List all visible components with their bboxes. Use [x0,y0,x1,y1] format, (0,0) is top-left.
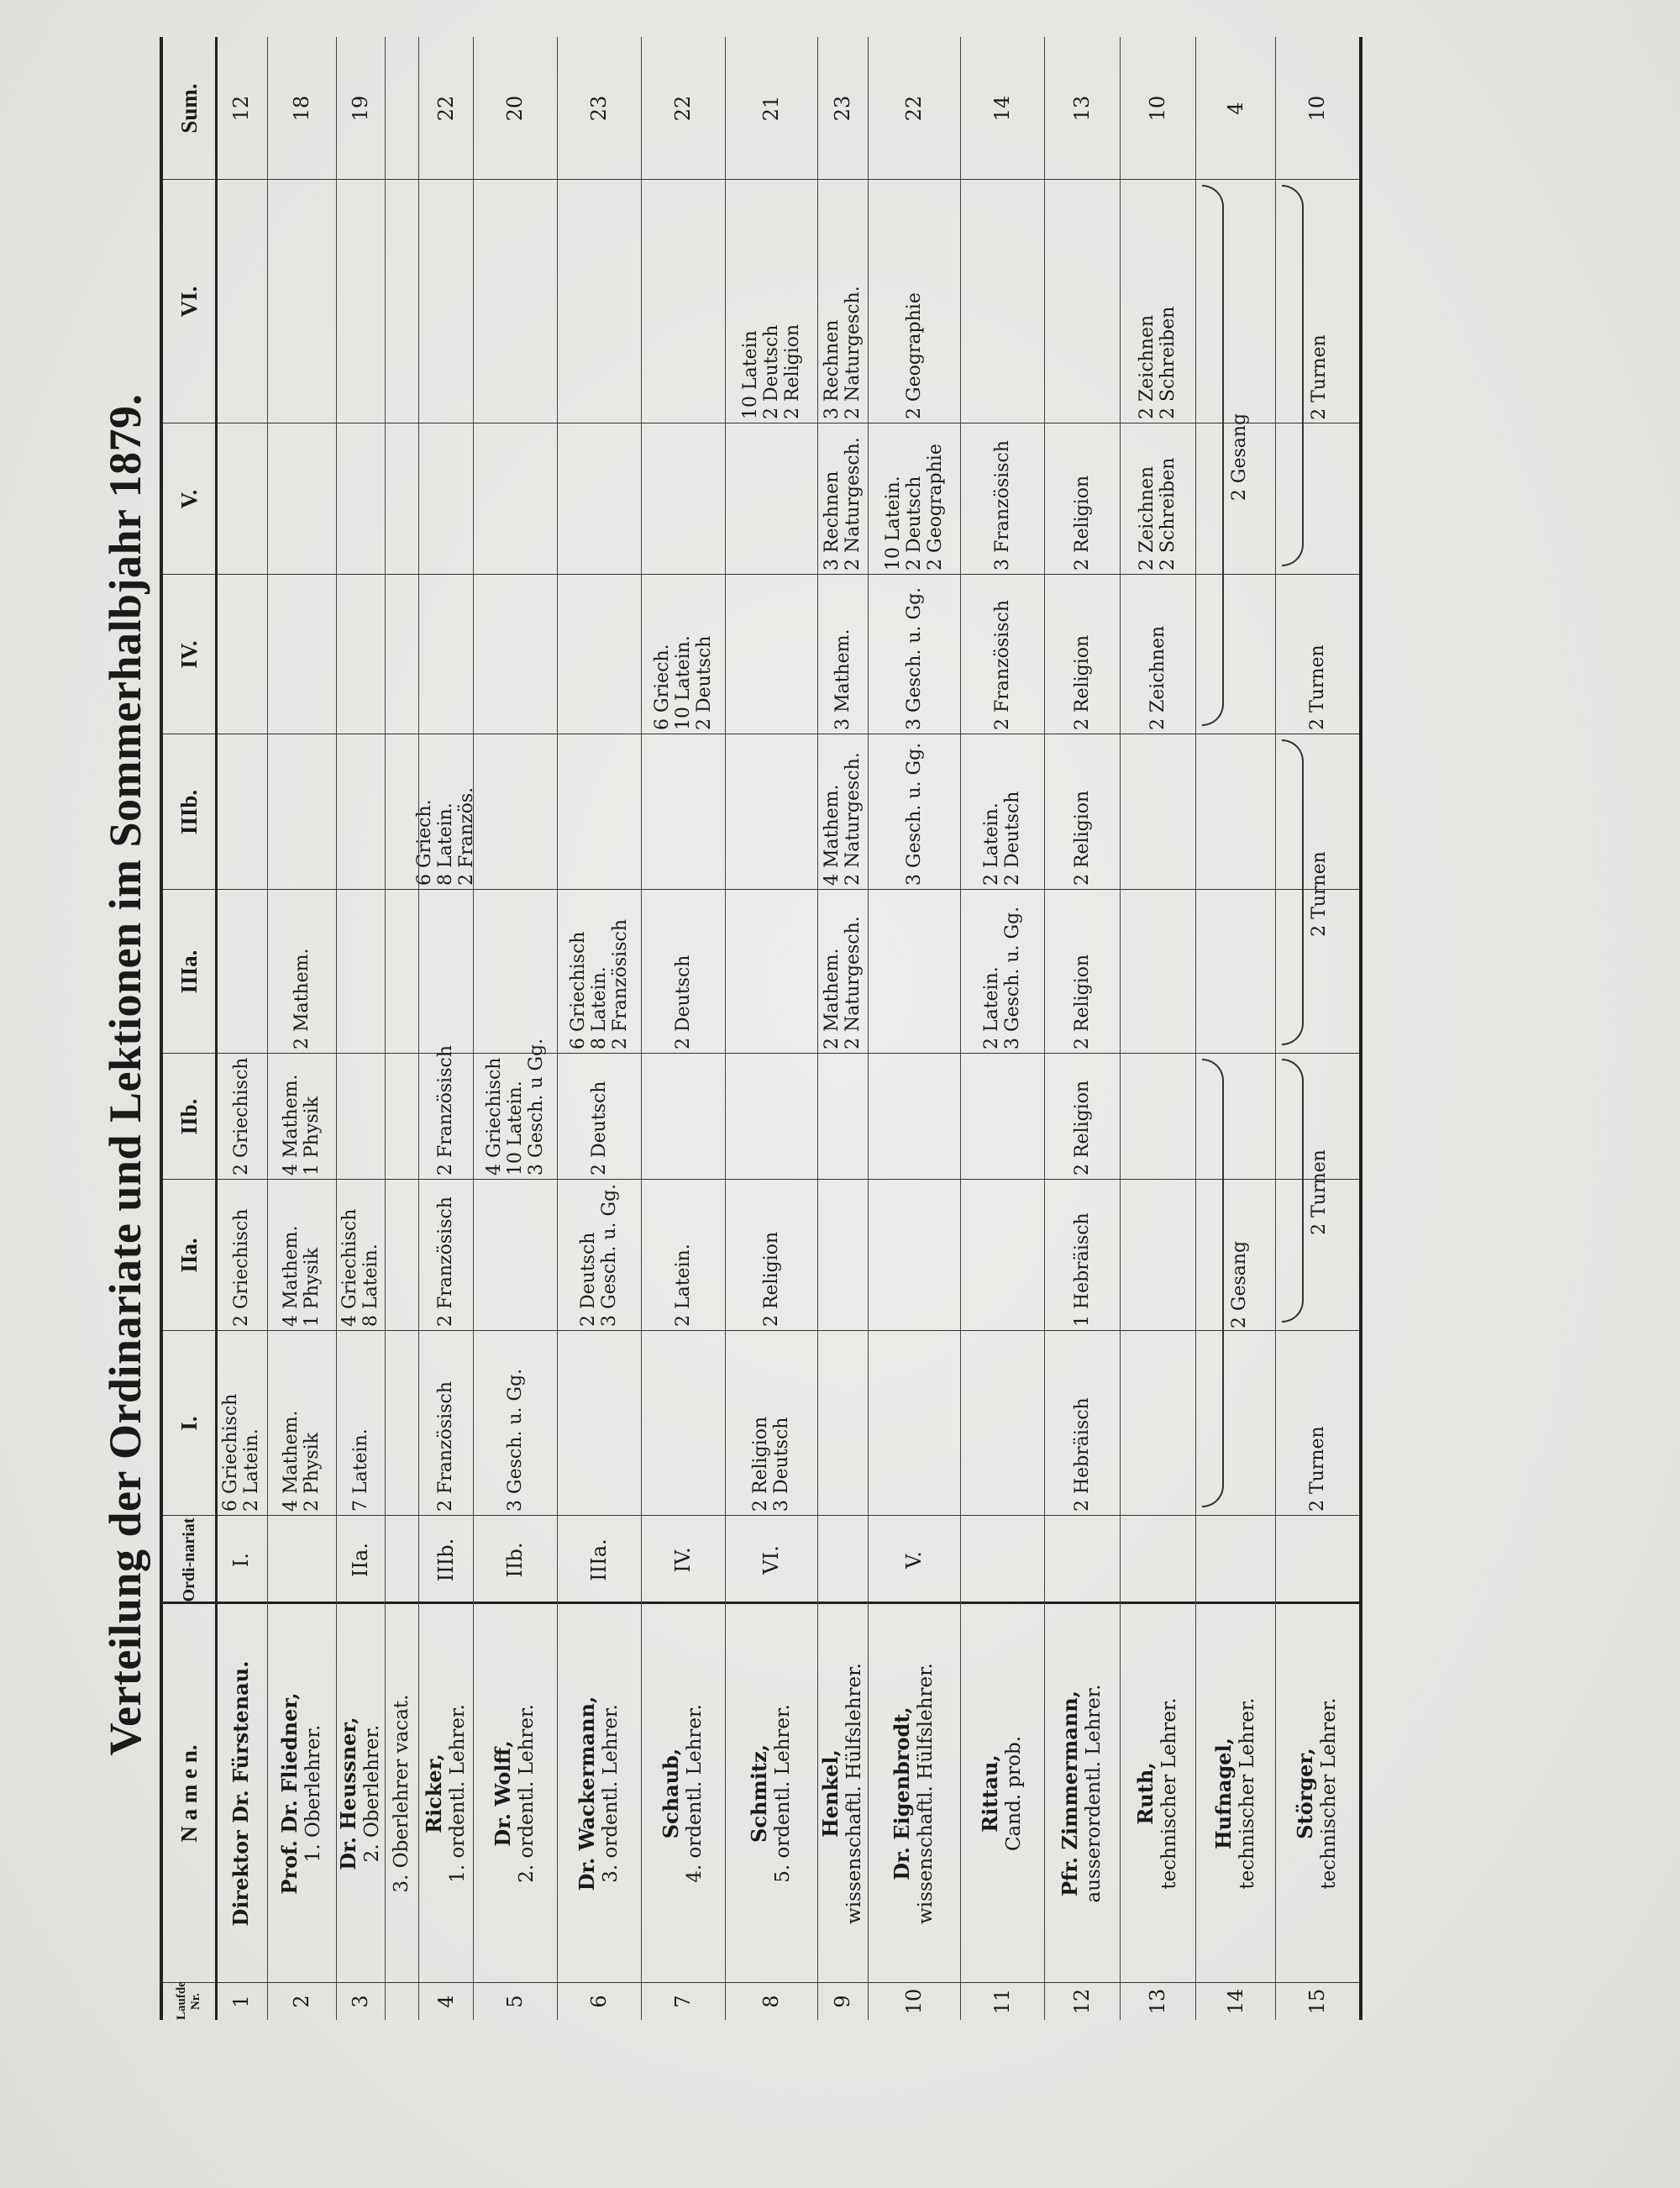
lesson-cell: 3 Gesch. u. Gg. [903,742,925,886]
teacher-cell [868,1604,960,1983]
row-number: 8 [759,1995,783,2008]
row-divider [336,37,337,2020]
lesson-cell [473,734,557,890]
lesson-cell: 6 Griech. 10 Latein. 2 Deutsch [651,635,715,730]
row-number: 2 [290,1995,313,2008]
ordinariat-cell [1120,1516,1195,1604]
lesson-cell [267,180,336,423]
lesson-cell [960,1331,1044,1516]
column-divider [163,1330,1359,1331]
column-divider [163,1053,1359,1054]
row-divider [817,37,818,2020]
lesson-cell: 2 Latein. [672,1244,694,1327]
lesson-cell [385,423,418,575]
sum-cell [385,37,418,180]
sum-cell: 13 [1070,95,1094,122]
ordinariat-cell: IIIa. [587,1538,611,1581]
lesson-cell [817,1054,868,1180]
teacher-cell [1120,1604,1195,1983]
lesson-cell: 2 Turnen [1306,1426,1328,1512]
lesson-cell: 2 Deutsch [588,1081,610,1176]
header-names: N a m e n. [176,1744,202,1843]
header-class-5: IIIb. [176,789,202,835]
teacher-role: 4. ordentl. Lehrer. [684,1704,706,1883]
row-divider [868,37,869,2020]
lesson-cell [473,180,557,423]
row-divider [725,37,726,2020]
teacher-name: Störger, [1293,1748,1317,1839]
lesson-cell: 2 Turnen [1306,644,1328,730]
lesson-cell [1195,890,1275,1054]
span-turnen: 2 Turnen [1309,334,1330,420]
lesson-cell [1195,734,1275,890]
lesson-cell [1120,1331,1195,1516]
lesson-cell [385,180,418,423]
lesson-cell [641,734,725,890]
row-number: 11 [990,1988,1014,2015]
lesson-cell [215,890,267,1054]
teacher-name: Prof. Dr. Fliedner, [277,1692,302,1895]
lesson-cell [215,180,267,423]
lesson-cell [385,890,418,1054]
lesson-cell: 2 Religion [1071,634,1093,730]
lesson-cell [473,575,557,734]
teacher-role: 2. Oberlehrer. [361,1724,383,1863]
lesson-cell [725,423,817,575]
brace-mark [1202,1059,1224,1507]
header-class-7: V. [176,489,202,509]
lesson-cell [336,180,385,423]
brace-mark [1282,185,1304,566]
row-divider [557,37,558,2020]
lesson-cell [336,734,385,890]
lesson-cell: 2 Deutsch 3 Gesch. u. Gg. [578,1183,620,1327]
lesson-cell: 2 Religion [1071,954,1093,1049]
lesson-cell: 10 Latein 2 Deutsch 2 Religion [739,323,803,419]
teacher-cell [960,1604,1044,1983]
column-divider [163,574,1359,575]
lesson-cell: 3 Gesch. u. Gg. [504,1368,526,1512]
row-divider [418,37,419,2020]
span-gesang: 2 Gesang [1229,413,1250,502]
row-number: 12 [1070,1988,1094,2015]
lesson-cell [473,890,557,1054]
sum-cell: 12 [229,95,253,122]
span-gesang: 2 Gesang [1229,1240,1250,1329]
teacher-role: Cand. prob. [1003,1735,1025,1852]
lesson-cell [267,423,336,575]
lesson-cell: 2 Französisch [435,1381,456,1512]
span-turnen: 2 Turnen [1309,851,1330,937]
brace-mark [1202,185,1224,726]
row-number: 9 [831,1995,854,2008]
lesson-cell: 2 Zeichnen 2 Schreiben [1137,457,1179,571]
lesson-cell: 4 Mathem. 1 Physik [281,1074,323,1176]
lesson-cell [641,180,725,423]
lesson-cell [1120,1180,1195,1331]
brace-mark [1282,1059,1304,1323]
lesson-cell: 7 Latein. [349,1428,371,1512]
lesson-cell: 4 Mathem. 2 Naturgesch. [822,752,864,886]
sum-cell: 22 [902,95,926,122]
lesson-cell [725,890,817,1054]
row-number: 15 [1305,1988,1329,2015]
lesson-cell [960,1180,1044,1331]
lesson-cell [868,1331,960,1516]
lesson-cell [336,890,385,1054]
lesson-cell: 2 Religion [760,1231,782,1327]
ordinariat-cell: IIa. [349,1543,372,1577]
teacher-cell [725,1604,817,1983]
lesson-cell: 2 Mathem. [291,948,312,1049]
header-class-2: IIa. [176,1238,202,1273]
row-divider [1195,37,1196,2020]
lesson-cell: 4 Mathem. 2 Physik [281,1410,323,1512]
sum-cell: 20 [503,95,527,122]
lesson-cell [418,423,473,575]
lesson-cell: 6 Griech. 8 Latein. 2 Französ. [414,786,477,886]
teacher-cell [817,1604,868,1983]
lesson-cell [418,180,473,423]
lesson-cell: 2 Zeichnen [1147,625,1168,730]
lesson-cell: 6 Griechisch 2 Latein. [220,1393,262,1512]
lesson-cell [336,423,385,575]
header-class-4: IIIa. [176,949,202,994]
lesson-cell [868,890,960,1054]
lesson-cell: 10 Latein. 2 Deutsch 2 Geographie [882,444,946,571]
teacher-name: Direktor Dr. Fürstenau. [228,1660,253,1927]
row-number: 10 [902,1988,926,2015]
lesson-cell: 3 Mathem. [832,629,853,730]
lesson-cell [960,1054,1044,1180]
teacher-role: ausserordentl. Lehrer. [1083,1684,1105,1903]
lesson-cell: 2 Latein. 3 Gesch. u. Gg. [981,906,1023,1049]
sum-cell: 19 [349,95,372,122]
teacher-cell [641,1604,725,1983]
lesson-cell [557,575,641,734]
ordinariat-cell [960,1516,1044,1604]
teacher-cell [215,1604,267,1983]
lesson-cell: 3 Rechnen 2 Naturgesch. [822,286,864,419]
column-divider [163,179,1359,180]
column-divider [163,889,1359,890]
row-divider [473,37,474,2020]
teacher-name: Dr. Eigenbrodt, [890,1707,914,1880]
lesson-cell: 2 Zeichnen 2 Schreiben [1137,306,1179,419]
lesson-cell [267,575,336,734]
teacher-name: Dr. Heussner, [336,1717,360,1870]
teacher-name: Schaub, [659,1748,683,1839]
lesson-cell [641,1331,725,1516]
teacher-role: technischer Lehrer. [1158,1697,1180,1890]
ordinariat-cell [817,1516,868,1604]
sum-cell: 10 [1146,95,1169,122]
row-divider [641,37,642,2020]
lesson-cell [817,1331,868,1516]
lesson-cell [267,734,336,890]
column-divider [163,1602,1359,1604]
ordinariat-cell: IV. [671,1547,695,1573]
column-divider [163,1179,1359,1180]
header-class-8: VI. [176,286,202,318]
ordinariat-cell: VI. [759,1545,783,1575]
teacher-role: 2. ordentl. Lehrer. [516,1704,538,1883]
lesson-cell: 3 Gesch. u. Gg. [903,586,925,730]
teacher-name: Dr. Wolff, [491,1740,515,1847]
lesson-cell [215,575,267,734]
teacher-cell [267,1604,336,1983]
ordinariat-cell [1044,1516,1120,1604]
sum-cell: 23 [587,95,611,122]
row-divider [385,37,386,2020]
lesson-cell [336,575,385,734]
lesson-cell [960,180,1044,423]
teacher-cell [418,1604,473,1983]
lesson-cell [473,1180,557,1331]
row-number: 13 [1146,1988,1169,2015]
lesson-cell [557,734,641,890]
teacher-cell [557,1604,641,1983]
teacher-role: wissenschaftl. Hülfslehrer. [915,1663,937,1924]
lesson-cell [1120,890,1195,1054]
lesson-cell [336,1054,385,1180]
lesson-cell [418,575,473,734]
lesson-cell: 4 Mathem. 1 Physik [281,1225,323,1327]
lesson-cell [557,423,641,575]
teacher-cell [1044,1604,1120,1983]
lesson-cell: 1 Hebräisch [1071,1212,1093,1327]
lesson-cell: 2 Griechisch [230,1208,252,1327]
teacher-cell [385,1604,418,1983]
teacher-role: 5. ordentl. Lehrer. [772,1704,794,1883]
span-turnen: 2 Turnen [1309,1149,1330,1235]
lesson-cell: 2 Französisch [435,1045,456,1176]
sum-cell: 18 [290,95,313,122]
ordinariat-cell: V. [902,1551,926,1569]
lesson-cell [215,734,267,890]
row-divider [960,37,961,2020]
teacher-name: Henkel, [818,1749,843,1838]
lesson-cell: 4 Griechisch 8 Latein. [339,1208,381,1327]
lesson-cell [418,890,473,1054]
ordinariat-cell [267,1516,336,1604]
row-number: 1 [229,1995,253,2008]
ordinariat-cell [385,1516,418,1604]
column-divider [163,1515,1359,1516]
lesson-cell: 3 Französisch [991,440,1013,571]
lesson-cell: 2 Religion 3 Deutsch [750,1416,792,1512]
row-number: 5 [503,1995,527,2008]
column-divider [163,1982,1359,1983]
header-class-1: I. [176,1416,202,1431]
lesson-cell: 2 Französisch [435,1197,456,1327]
page-title: Verteilung der Ordinariate und Lektionen im Sommerhalbjahr 1879. [100,393,150,1756]
teacher-cell [1275,1604,1359,1983]
schedule-table [160,37,1362,2020]
ordinariat-cell [1275,1516,1359,1604]
lesson-cell [1120,1054,1195,1180]
header-ordinariat: Ordi-nariat [180,1517,198,1602]
sum-cell: 23 [831,95,854,122]
lesson-cell [725,575,817,734]
sum-cell: 22 [433,95,458,122]
lesson-cell [641,423,725,575]
ordinariat-cell: IIIb. [433,1538,458,1582]
teacher-role: 1. ordentl. Lehrer. [446,1704,469,1883]
teacher-role: 1. Oberlehrer. [302,1724,324,1863]
teacher-name: Schmitz, [747,1744,771,1843]
lesson-cell [641,1054,725,1180]
row-number: 6 [587,1995,611,2008]
lesson-cell [557,1331,641,1516]
lesson-cell: 2 Religion [1071,790,1093,886]
sum-cell: 4 [1223,102,1247,115]
teacher-role: technischer Lehrer. [1236,1697,1258,1890]
teacher-name: Pfr. Zimmermann, [1058,1690,1082,1897]
lesson-cell [1120,734,1195,890]
lesson-cell: 4 Griechisch 10 Latein. 3 Gesch. u Gg. [483,1038,547,1176]
ordinariat-cell: IIb. [503,1542,527,1578]
lesson-cell: 2 Griechisch [230,1057,252,1176]
sum-cell: 22 [671,95,695,122]
lesson-cell: 2 Geographie [903,292,925,419]
teacher-name: Ricker, [421,1754,446,1833]
row-divider [1044,37,1045,2020]
lesson-cell: 2 Deutsch [672,955,694,1049]
teacher-cell [473,1604,557,1983]
teacher-name: Hufnagel, [1210,1738,1236,1849]
sum-cell: 14 [990,95,1014,122]
lesson-cell [385,1054,418,1180]
lesson-cell: 2 Französisch [991,600,1013,730]
lesson-cell: 2 Hebräisch [1071,1397,1093,1512]
lesson-cell [385,734,418,890]
lesson-cell: 2 Religion [1071,1080,1093,1176]
row-number: 7 [671,1995,695,2008]
lesson-cell [725,734,817,890]
ordinariat-cell: I. [229,1552,253,1568]
sum-cell: 21 [759,95,783,122]
lesson-cell: 3 Rechnen 2 Naturgesch. [822,437,864,571]
header-class-6: IV. [176,640,202,669]
lesson-cell [868,1054,960,1180]
row-number: 14 [1223,1988,1247,2015]
row-number: 3 [349,1995,372,2008]
row-number: 4 [433,1995,458,2008]
teacher-cell [1195,1604,1275,1983]
teacher-role: wissenschaftl. Hülfslehrer. [843,1663,865,1924]
header-class-3: IIb. [176,1098,202,1135]
teacher-cell [336,1604,385,1983]
lesson-cell [385,1180,418,1331]
header-sum: Sum. [176,83,202,134]
lesson-cell [385,575,418,734]
brace-mark [1282,739,1304,1045]
sum-cell: 10 [1305,95,1329,122]
lesson-cell [385,1331,418,1516]
lesson-cell [725,1054,817,1180]
lesson-cell [473,423,557,575]
lesson-cell: 2 Mathem. 2 Naturgesch. [822,916,864,1049]
ordinariat-cell [1195,1516,1275,1604]
lesson-cell: 6 Griechisch 8 Latein. 2 Französisch [567,919,631,1049]
teacher-role: technischer Lehrer. [1318,1697,1340,1890]
teacher-role: 3. Oberlehrer vacat. [391,1694,412,1893]
teacher-name: Ruth, [1133,1762,1158,1825]
row-divider [1120,37,1121,2020]
lesson-cell [868,1180,960,1331]
row-divider [1275,37,1276,2020]
teacher-role: 3. ordentl. Lehrer. [600,1704,622,1883]
lesson-cell [215,423,267,575]
row-number [385,1983,418,2020]
header-number: Laufde Nr. [175,1981,202,2020]
lesson-cell [557,180,641,423]
teacher-name: Dr. Wackermann, [575,1696,599,1891]
row-divider [267,37,268,2020]
teacher-name: Rittau, [978,1754,1002,1833]
lesson-cell [1044,180,1120,423]
header-divider [215,37,218,2020]
lesson-cell [817,1180,868,1331]
lesson-cell: 2 Latein. 2 Deutsch [981,791,1023,886]
lesson-cell: 2 Religion [1071,475,1093,571]
